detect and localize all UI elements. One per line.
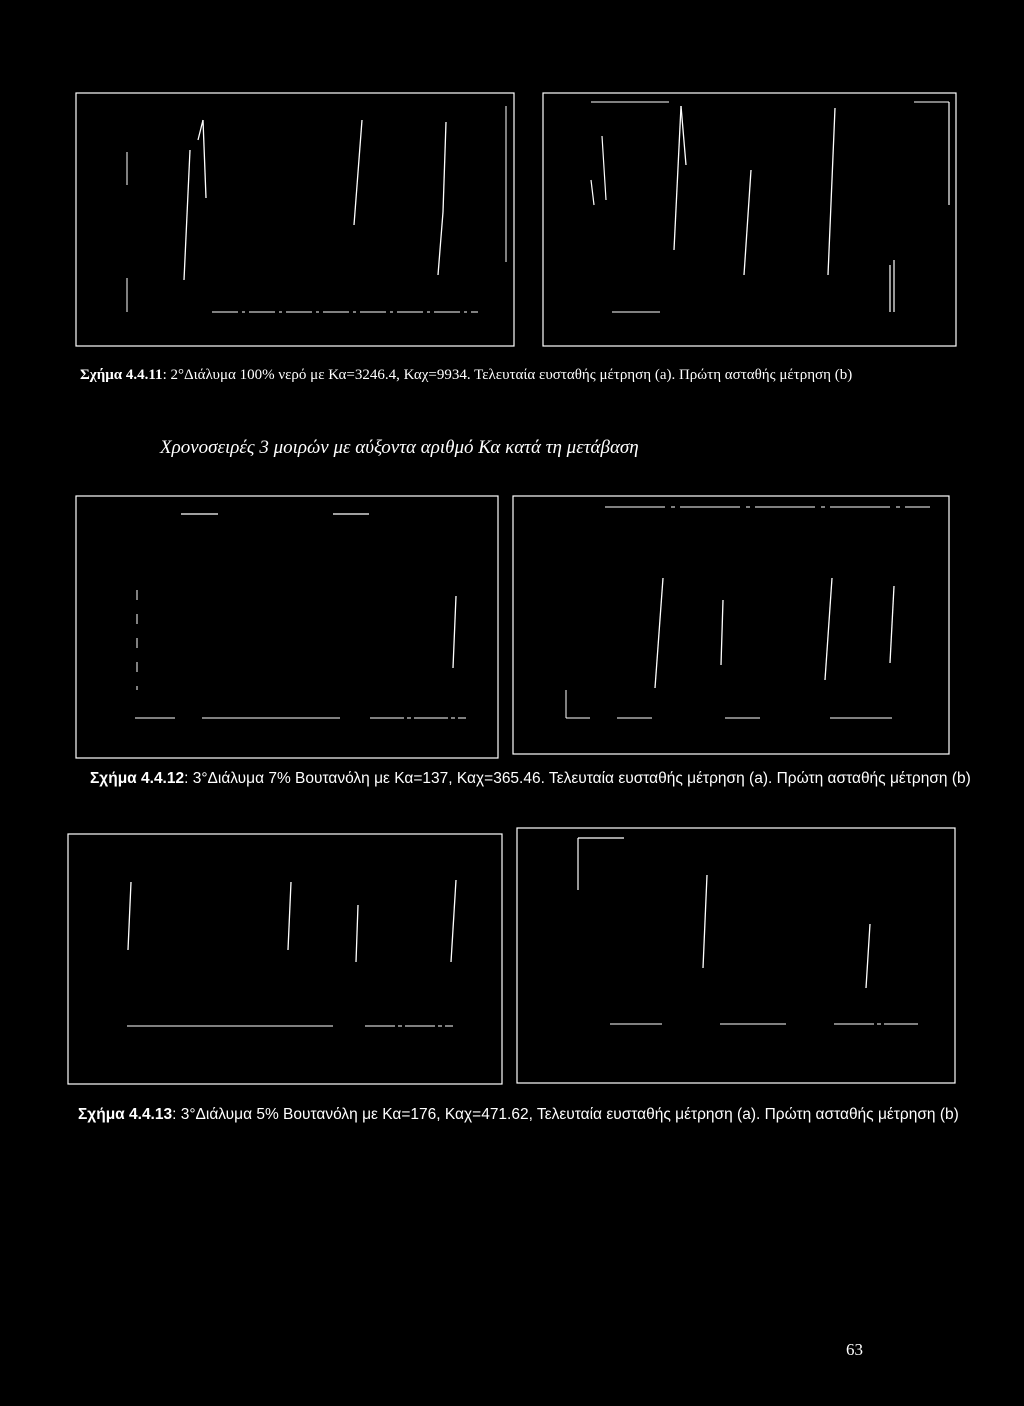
plot-frame [513, 496, 949, 754]
figure-caption-4-4-12 [90, 770, 971, 788]
figure-label: Σχήμα 4.4.11 [80, 367, 163, 383]
plot-frame [68, 834, 502, 1084]
figure-label: Σχήμα 4.4.13 [78, 1106, 173, 1123]
figure-caption-text: : 3°Διάλυμα 5% Βουτανόλη με Κα=176, Καχ=471.62, Τελευταία ευσταθής μέτρηση (a). Πρώτη ασταθής μέτρηση (b) [172, 1106, 959, 1123]
fig-4-4-12-panel-b [513, 496, 949, 754]
figure-label: Σχήμα 4.4.12 [90, 770, 185, 787]
page-number: 63 [846, 1340, 863, 1359]
figure-caption-text: : 2°Διάλυμα 100% νερό με Κα=3246.4, Καχ=9934. Τελευταία ευσταθής μέτρηση (a). Πρώτη ασταθής μέτρηση (b) [162, 367, 853, 383]
plot-frame [517, 828, 955, 1083]
fig-4-4-11-panel-b [543, 93, 956, 346]
figure-caption-4-4-13 [78, 1106, 959, 1124]
plot-frame [76, 93, 514, 346]
figure-caption-4-4-11 [80, 367, 852, 384]
section-title: Χρονοσειρές 3 μοιρών με αύξοντα αριθμό Κα κατά τη μετάβαση [160, 437, 639, 458]
fig-4-4-11-panel-a [76, 93, 514, 346]
fig-4-4-13-panel-a [68, 834, 502, 1084]
fig-4-4-12-panel-a [76, 496, 498, 758]
plot-frame [76, 496, 498, 758]
figure-caption-text: : 3°Διάλυμα 7% Βουτανόλη με Κα=137, Καχ=365.46. Τελευταία ευσταθής μέτρηση (a). Πρώτη ασταθής μέτρηση (b) [184, 770, 971, 787]
fig-4-4-13-panel-b [517, 828, 955, 1083]
